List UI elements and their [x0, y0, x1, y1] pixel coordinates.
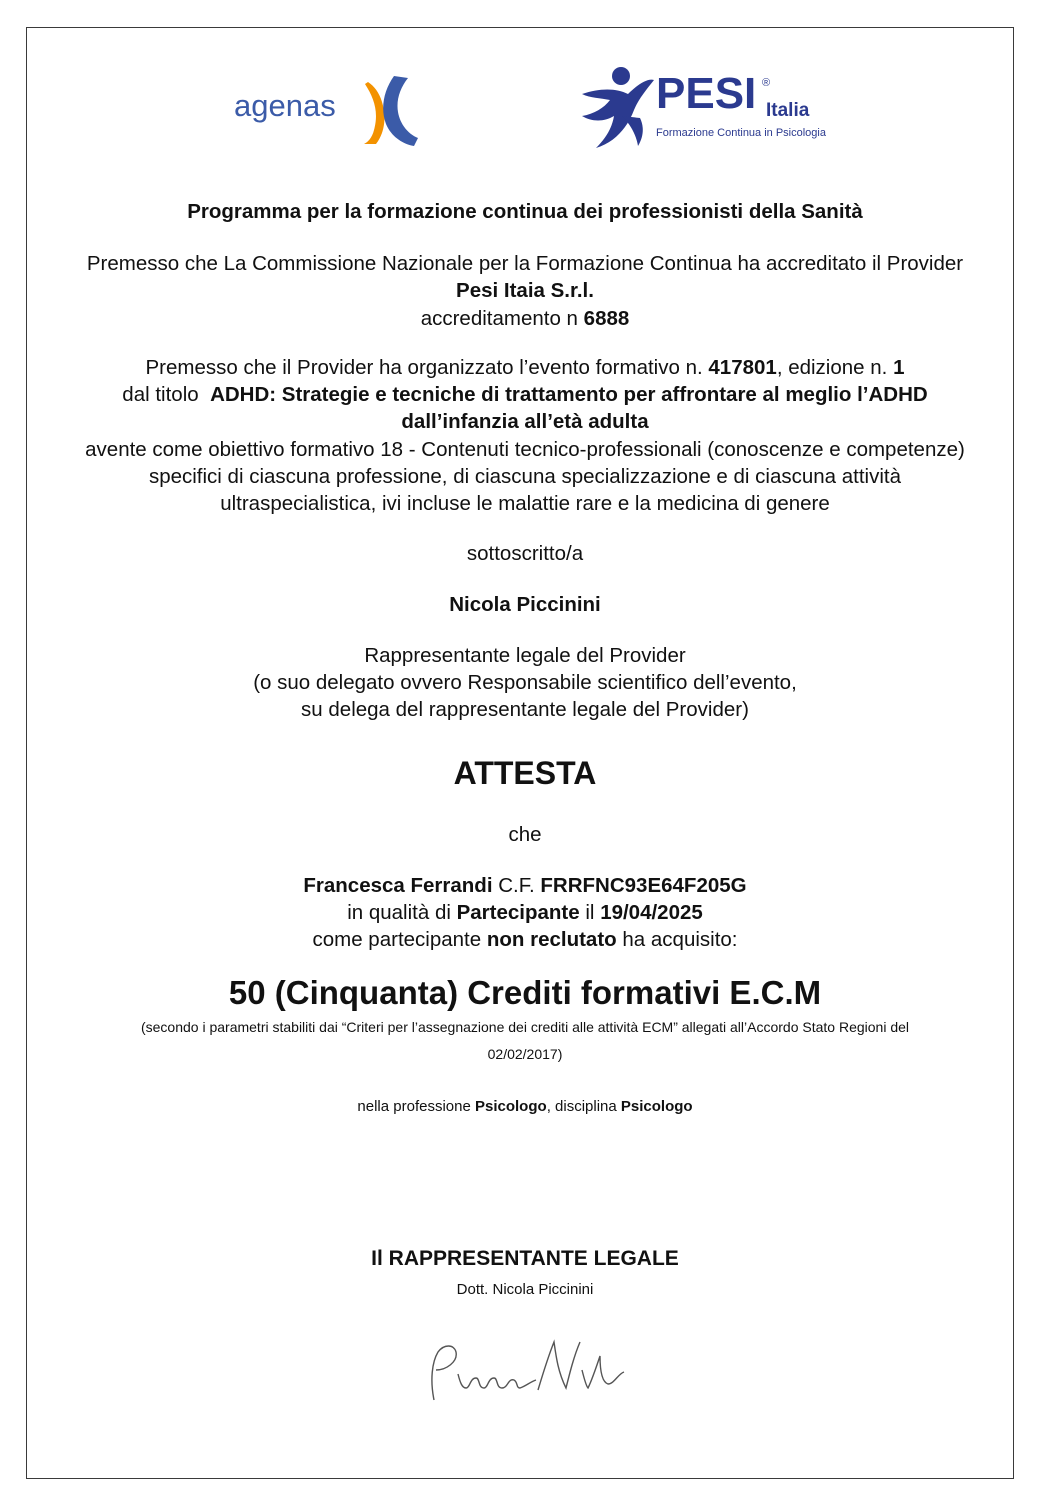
premise-provider-line: Premesso che La Commissione Nazionale per la Formazione Continua ha accreditato il Provider: [86, 252, 964, 275]
accreditation-label: accreditamento n: [420, 307, 578, 330]
credits-note-line1: (secondo i parametri stabiliti dai “Criteri per l’assegnazione dei crediti alle attività ECM” allegati all’Accordo Stato Regioni del: [140, 1019, 910, 1035]
acquired-prefix: come partecipante: [312, 928, 482, 951]
program-heading-text: Programma per la formazione continua dei professionisti della Sanità: [187, 200, 863, 223]
che-text: che: [508, 823, 542, 846]
acquired-suffix: ha acquisito:: [622, 928, 738, 951]
pesi-logo-tagline: Formazione Continua in Psicologia: [656, 127, 826, 139]
objective-line1: avente come obiettivo formativo 18 - Contenuti tecnico-professionali (conoscenze e competenze): [85, 438, 965, 461]
pesi-logo-country: Italia: [766, 100, 810, 121]
signatory-name: [0, 591, 1050, 618]
signatory-name-text: Nicola Piccinini: [449, 593, 601, 616]
pesi-logo-registered: ®: [762, 77, 771, 89]
signatory-role-line1: Rappresentante legale del Provider: [364, 644, 686, 667]
edition-number: 1: [893, 356, 905, 379]
participation-date: 19/04/2025: [600, 901, 703, 924]
participant-quality: Partecipante: [456, 901, 580, 924]
event-prefix: Premesso che il Provider ha organizzato l’evento formativo n.: [145, 356, 703, 379]
event-title-label: dal titolo: [122, 383, 199, 406]
provider-name: [0, 277, 1050, 304]
signatory-role-line3: su delega del rappresentante legale del Provider): [301, 698, 749, 721]
pesi-logo: [576, 64, 856, 152]
discipline-value: Psicologo: [620, 1098, 693, 1115]
attesta-heading: ATTESTA: [453, 755, 597, 791]
discipline-prefix: , disciplina: [546, 1098, 617, 1115]
accreditation-line: [0, 305, 1050, 332]
pesi-logo-name: PESI: [656, 69, 757, 118]
credits-note-line2: 02/02/2017): [487, 1046, 563, 1062]
date-prefix: il: [585, 901, 595, 924]
objective-line3: ultraspecialistica, ivi incluse le malattie rare e la medicina di genere: [220, 492, 830, 515]
edition-label: , edizione n.: [776, 356, 888, 379]
footer-name: Dott. Nicola Piccinini: [456, 1281, 594, 1298]
profession-prefix: nella professione: [357, 1098, 471, 1115]
provider-name-text: Pesi Itaia S.r.l.: [456, 279, 594, 302]
participant-cf: FRRFNC93E64F205G: [540, 874, 747, 897]
event-line: [0, 354, 1050, 381]
signatory-intro: sottoscritto/a: [466, 542, 584, 565]
signatory-role-line2: (o suo delegato ovvero Responsabile scientifico dell’evento,: [253, 671, 797, 694]
agenas-logo-text: agenas: [234, 88, 336, 123]
quality-prefix: in qualità di: [347, 901, 451, 924]
event-number: 417801: [708, 356, 777, 379]
event-title-part1: ADHD: Strategie e tecniche di trattamento per affrontare al meglio l’ADHD: [210, 383, 928, 406]
event-title-line2: [0, 408, 1050, 435]
objective-line2: specifici di ciascuna professione, di ciascuna specializzazione e di ciascuna attività: [148, 465, 902, 488]
program-heading: [0, 198, 1050, 225]
agenas-logo: [234, 68, 434, 148]
accreditation-number: 6888: [583, 307, 630, 330]
profession-line: [0, 1094, 1050, 1120]
participant-name: Francesca Ferrandi: [303, 874, 493, 897]
profession-value: Psicologo: [475, 1098, 547, 1115]
participant-acquired-line: [0, 926, 1050, 953]
handwritten-signature: [420, 1330, 630, 1410]
recruitment-status: non reclutato: [486, 928, 617, 951]
credits-headline: 50 (Cinquanta) Crediti formativi E.C.M: [228, 974, 822, 1011]
footer-title: Il RAPPRESENTANTE LEGALE: [371, 1247, 679, 1270]
participant-quality-line: [0, 899, 1050, 926]
event-title-line: [0, 381, 1050, 408]
cf-label: C.F.: [498, 874, 535, 897]
event-title-part2: dall’infanzia all’età adulta: [401, 410, 649, 433]
participant-line: [0, 872, 1050, 899]
